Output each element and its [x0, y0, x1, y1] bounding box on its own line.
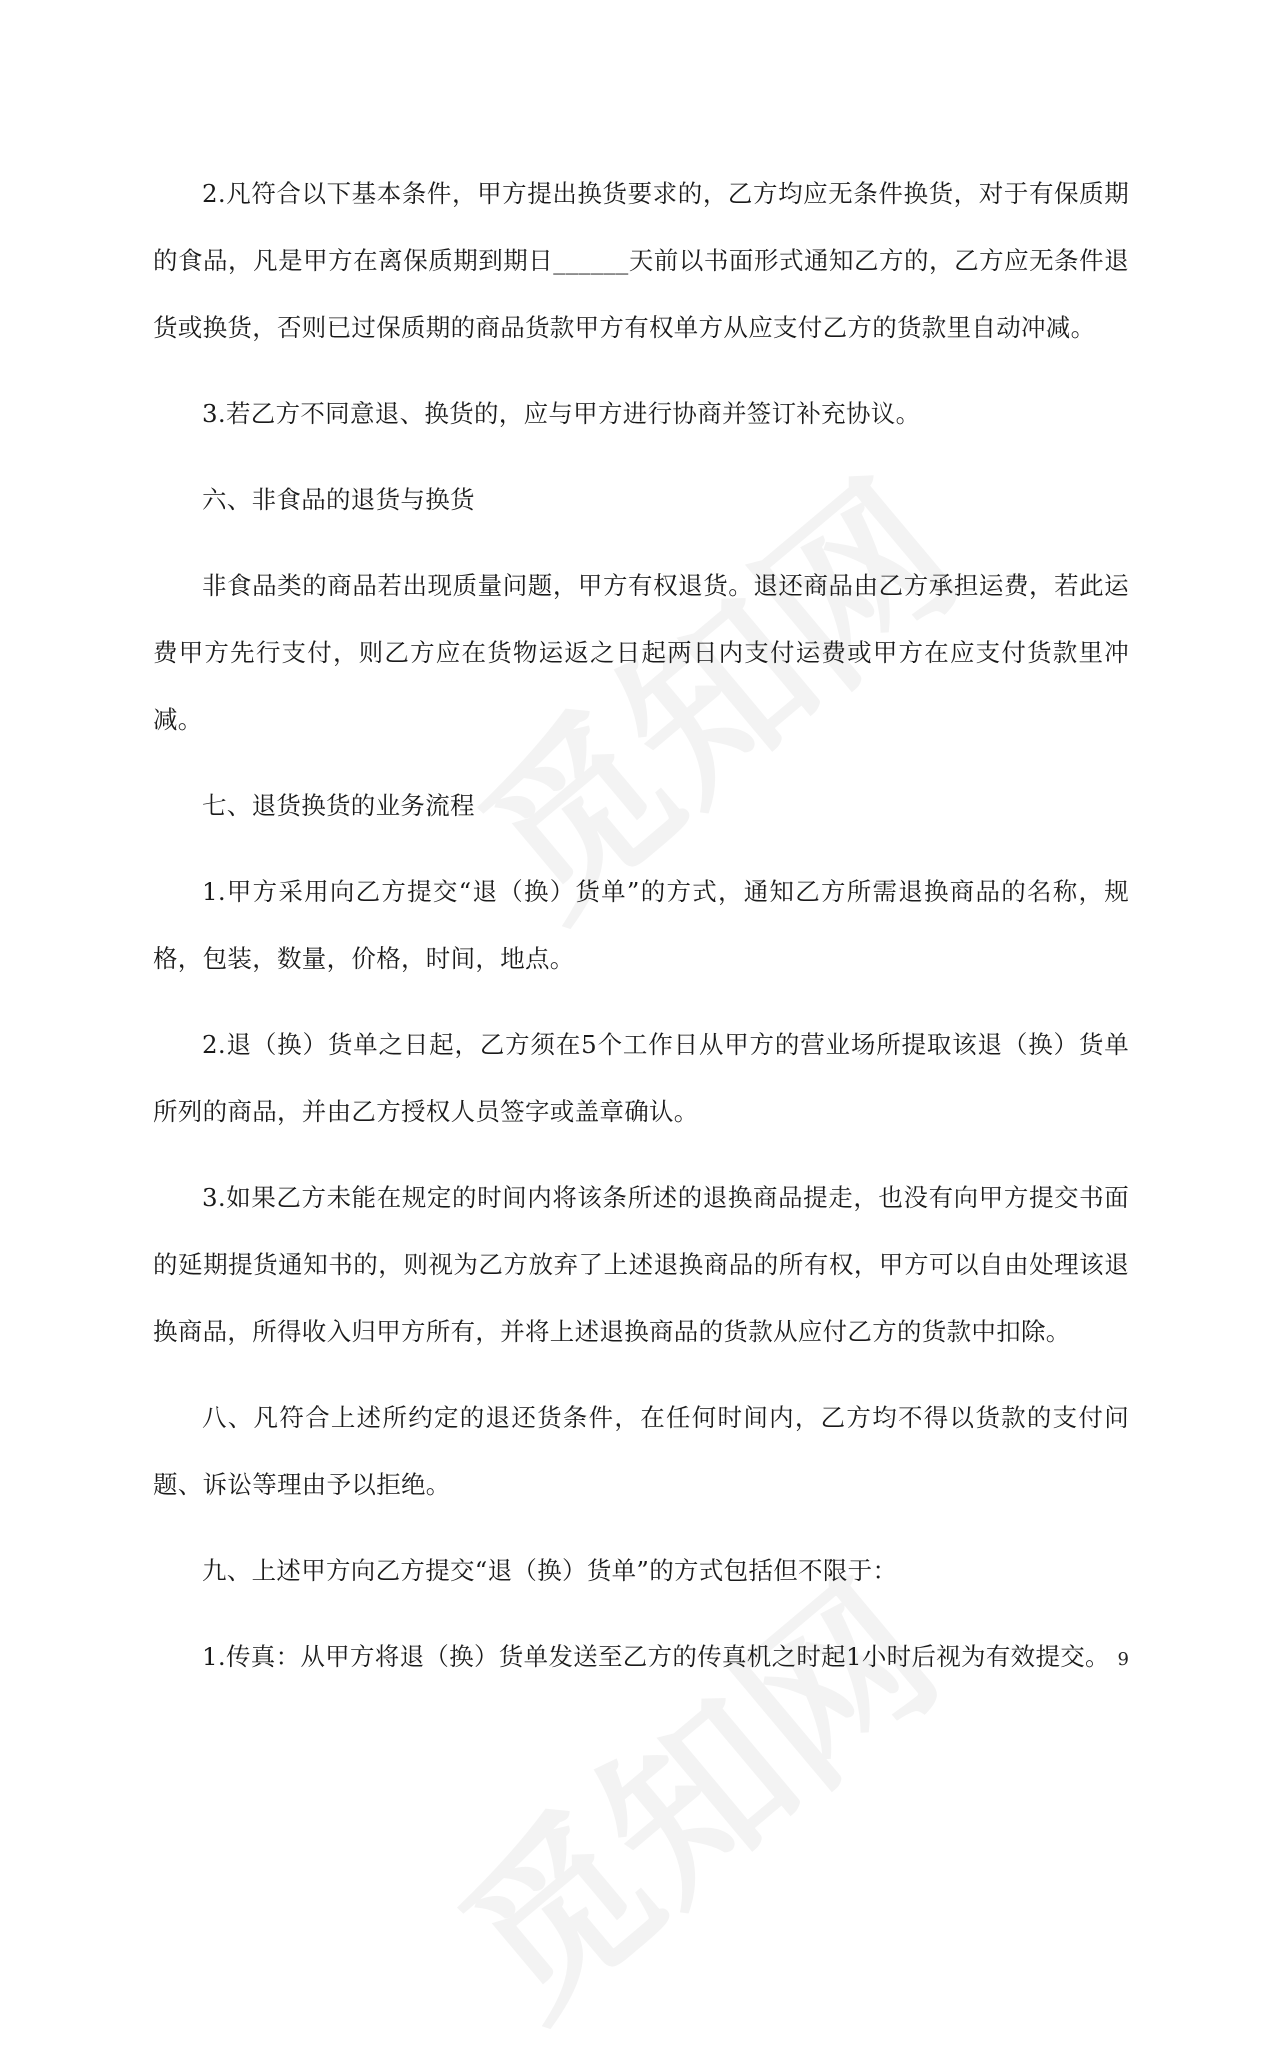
section-heading: 九、上述甲方向乙方提交“退（换）货单”的方式包括但不限于： [202, 1556, 898, 1585]
section-heading: 七、退货换货的业务流程 [202, 791, 475, 820]
paragraph: 1.传真：从甲方将退（换）货单发送至乙方的传真机之时起1小时后视为有效提交。 [202, 1642, 1110, 1671]
paragraph: 3.若乙方不同意退、换货的，应与甲方进行协商并签订补充协议。 [202, 399, 921, 428]
paragraph: 1.甲方采用向乙方提交“退（换）货单”的方式，通知乙方所需退换商品的名称，规格，包装，数量，价格，时间，地点。 [153, 877, 1129, 973]
paragraph: 3.如果乙方未能在规定的时间内将该条所述的退换商品提走，也没有向甲方提交书面的延期提货通知书的，则视为乙方放弃了上述退换商品的所有权，甲方可以自由处理该退换商品，所得收入归甲方所有，并将上述退换商品的货款从应付乙方的货款中扣除。 [153, 1183, 1129, 1346]
paragraph: 2.退（换）货单之日起，乙方须在5个工作日从甲方的营业场所提取该退（换）货单所列的商品，并由乙方授权人员签字或盖章确认。 [153, 1030, 1129, 1126]
paragraph: 非食品类的商品若出现质量问题，甲方有权退货。退还商品由乙方承担运费，若此运费甲方先行支付，则乙方应在货物运返之日起两日内支付运费或甲方在应支付货款里冲减。 [153, 571, 1129, 734]
page-number: 9 [1117, 1649, 1129, 1670]
section-heading: 六、非食品的退货与换货 [202, 485, 475, 514]
paragraph: 2.凡符合以下基本条件，甲方提出换货要求的，乙方均应无条件换货，对于有保质期的食品，凡是甲方在离保质期到期日______天前以书面形式通知乙方的，乙方应无条件退货或换货，否则已过保质期的商品货款甲方有权单方从应支付乙方的货款里自动冲减。 [153, 179, 1129, 342]
paragraph: 八、凡符合上述所约定的退还货条件，在任何时间内，乙方均不得以货款的支付问题、诉讼等理由予以拒绝。 [153, 1403, 1129, 1499]
document-body [153, 160, 1129, 1690]
